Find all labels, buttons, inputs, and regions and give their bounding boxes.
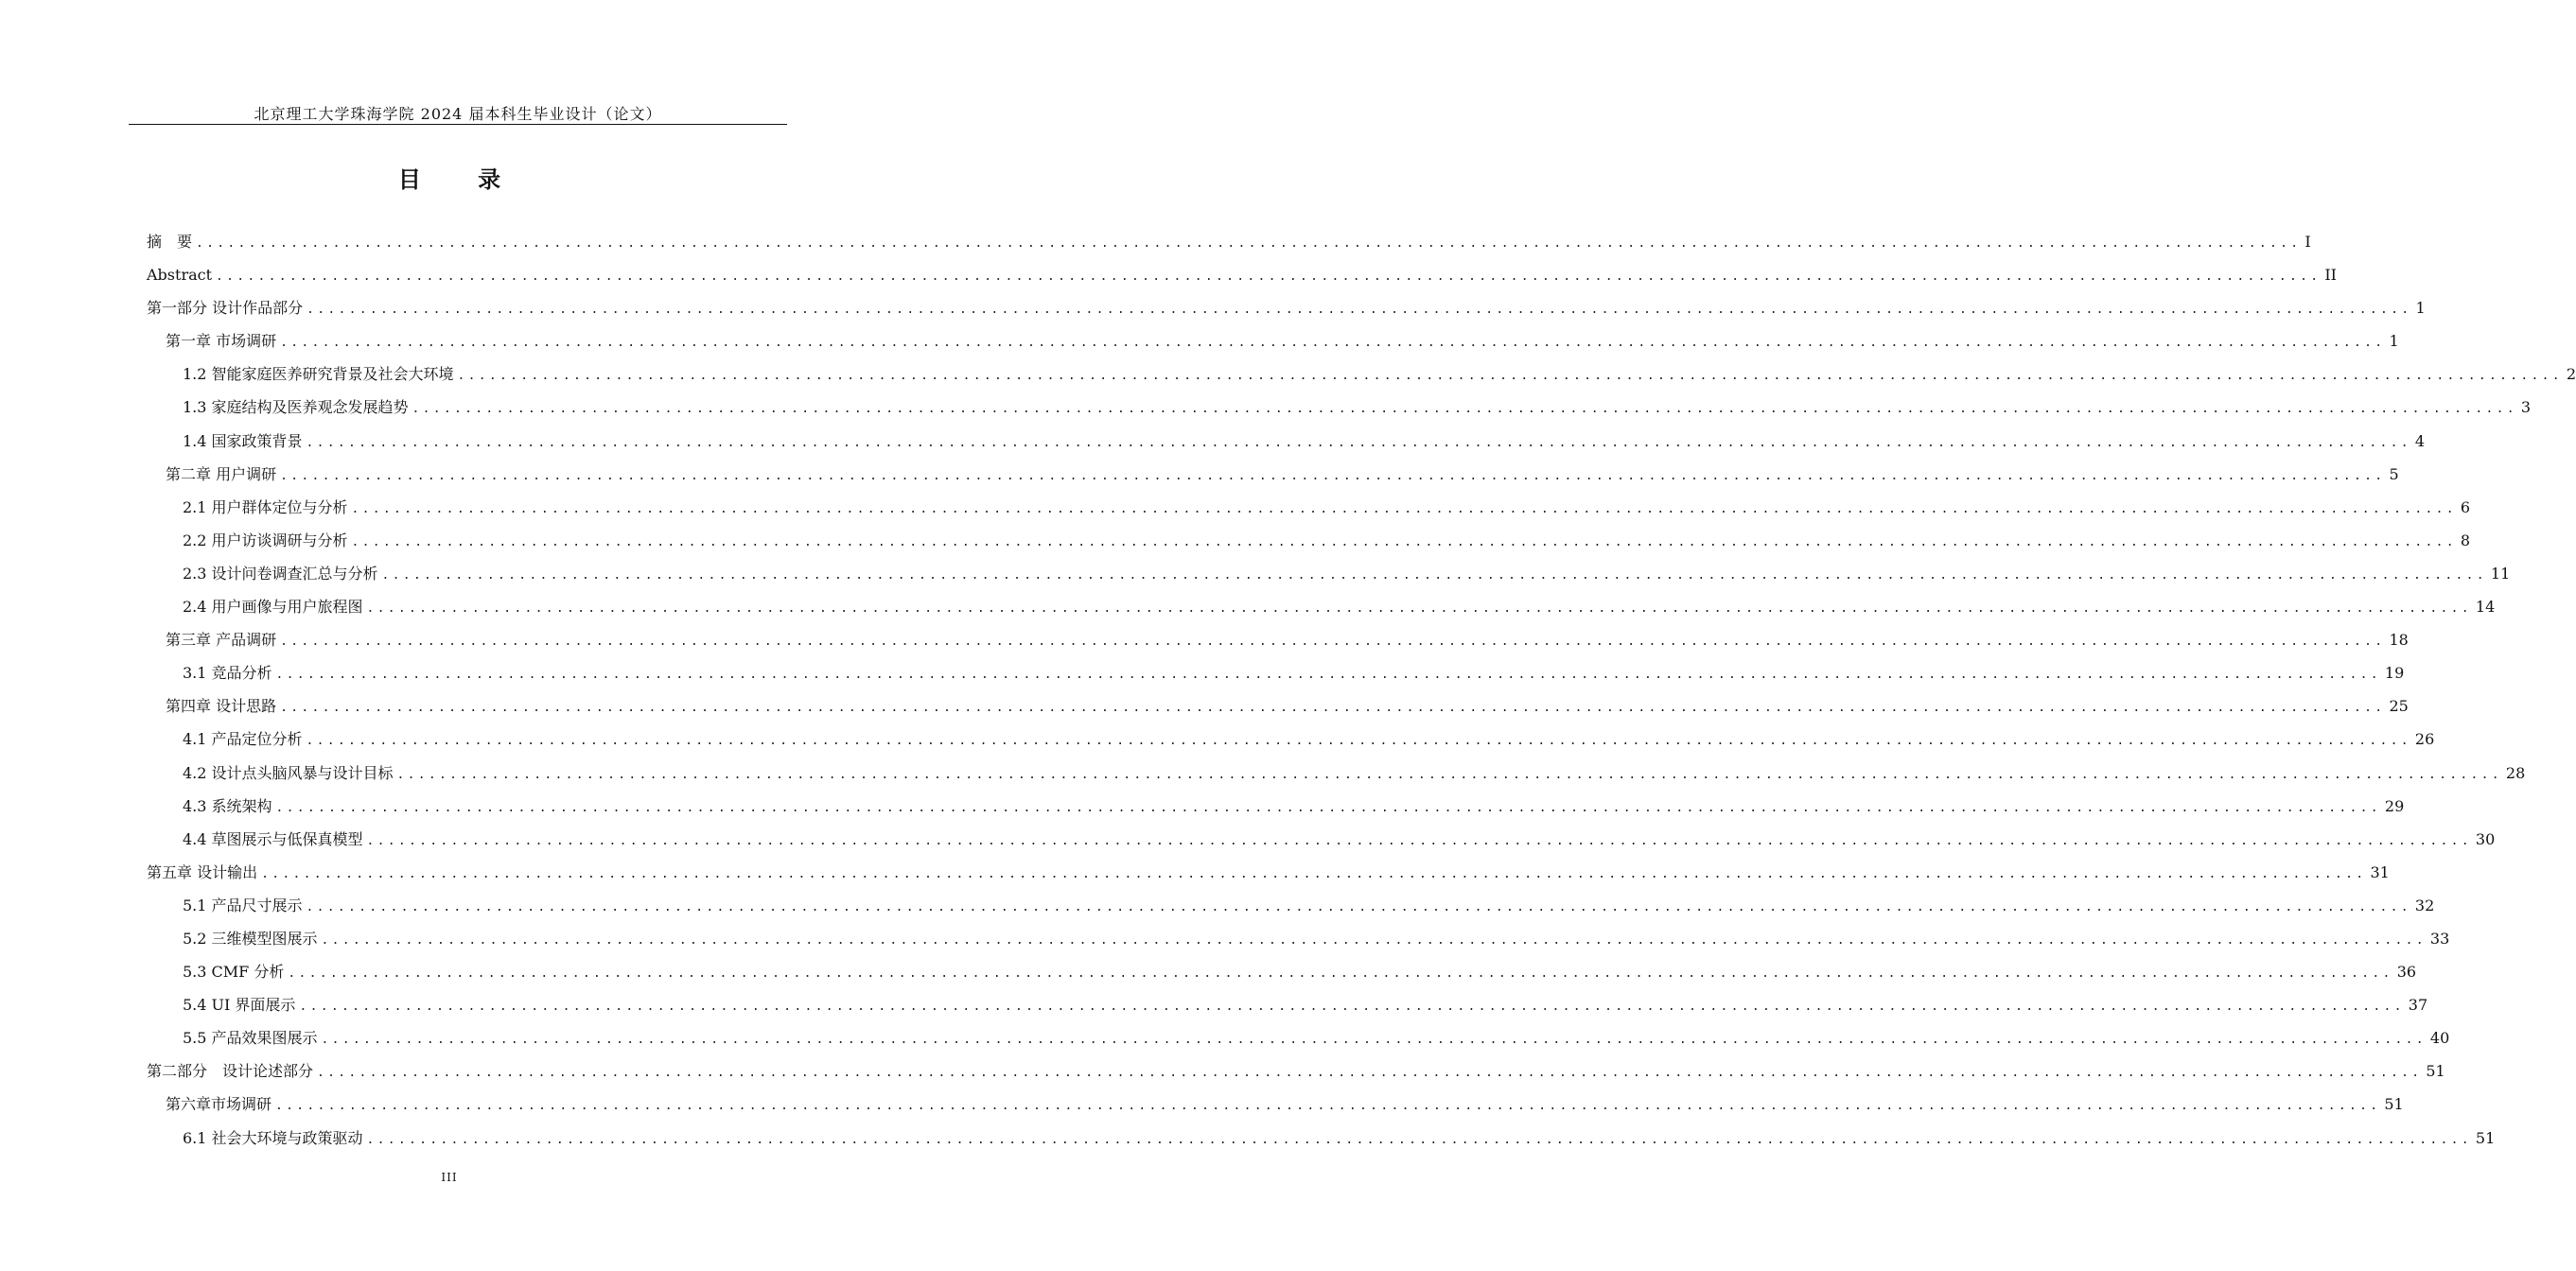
toc-entry-page: 4 (2414, 431, 2426, 450)
toc-entry-page: 1 (2415, 299, 2426, 318)
toc-entry-title: 1.3 家庭结构及医养观念发展趋势 (183, 398, 409, 417)
toc-entry-page: 6 (2460, 497, 2471, 516)
toc-entry[interactable] (147, 823, 2496, 856)
toc-entry-page: 2 (2566, 365, 2576, 384)
toc-entry-title: 第六章市场调研 (166, 1095, 272, 1114)
toc-entry-page: 8 (2460, 531, 2471, 549)
toc-entry-title: 5.5 产品效果图展示 (183, 1029, 318, 1048)
toc-leader-dots: ........................................................................................................................................................................................................ (317, 1066, 2423, 1081)
toc-leader-dots: ........................................................................................................................................................................................................ (366, 1132, 2472, 1147)
toc-entry-title: 第一部分 设计作品部分 (147, 299, 304, 318)
table-of-contents (147, 225, 2576, 1155)
toc-entry-title: 1.4 国家政策背景 (183, 431, 303, 450)
toc-entry-page: 14 (2475, 598, 2496, 617)
toc-entry-title: 3.1 竞品分析 (183, 664, 272, 683)
toc-leader-dots: ........................................................................................................................................................................................................ (307, 303, 2412, 318)
toc-entry-page: 18 (2389, 631, 2409, 650)
toc-leader-dots: ........................................................................................................................................................................................................ (321, 1033, 2427, 1048)
toc-leader-dots: ........................................................................................................................................................................................................ (351, 501, 2457, 516)
toc-entry[interactable] (147, 1088, 2404, 1121)
toc-leader-dots: ........................................................................................................................................................................................................ (381, 567, 2487, 583)
toc-entry-page: 28 (2505, 763, 2526, 782)
toc-leader-dots: ........................................................................................................................................................................................................ (196, 236, 2302, 251)
toc-entry[interactable] (147, 1054, 2445, 1088)
toc-entry-title: 4.4 草图展示与低保真模型 (183, 829, 363, 848)
toc-entry-title: 第四章 设计思路 (166, 697, 277, 716)
toc-leader-dots: ........................................................................................................................................................................................................ (366, 833, 2472, 848)
toc-leader-dots: ........................................................................................................................................................................................................ (321, 932, 2427, 948)
toc-entry-title: 5.1 产品尺寸展示 (183, 896, 303, 914)
toc-leader-dots: ........................................................................................................................................................................................................ (366, 601, 2472, 617)
toc-entry-page: 32 (2414, 896, 2435, 914)
toc-entry-page: 30 (2475, 829, 2496, 848)
toc-entry-title: 2.2 用户访谈调研与分析 (183, 531, 348, 549)
toc-entry[interactable] (147, 757, 2526, 790)
toc-entry-page: 40 (2429, 1029, 2450, 1048)
toc-leader-dots: ........................................................................................................................................................................................................ (412, 402, 2517, 417)
page-number: III (441, 1171, 458, 1184)
toc-entry-title: 5.2 三维模型图展示 (183, 929, 318, 948)
toc-leader-dots: ........................................................................................................................................................................................................ (396, 767, 2502, 782)
toc-entry-title: 第二章 用户调研 (166, 464, 277, 483)
page-title: 目 录 (397, 165, 526, 193)
toc-entry-title: 第五章 设计输出 (147, 862, 258, 881)
toc-entry-page: 5 (2389, 464, 2399, 483)
toc-entry-page: 36 (2396, 963, 2417, 982)
toc-entry-page: 25 (2389, 697, 2409, 716)
toc-entry[interactable] (147, 590, 2496, 623)
toc-leader-dots: ........................................................................................................................................................................................................ (288, 966, 2393, 982)
toc-leader-dots: ........................................................................................................................................................................................................ (275, 800, 2381, 815)
toc-entry-title: Abstract (147, 266, 213, 285)
toc-entry-title: 第一章 市场调研 (166, 332, 277, 351)
toc-entry[interactable] (147, 291, 2426, 324)
toc-entry[interactable] (147, 955, 2417, 988)
toc-entry-page: 51 (2426, 1062, 2445, 1081)
toc-leader-dots: ........................................................................................................................................................................................................ (306, 435, 2411, 450)
toc-entry-page: I (2304, 233, 2311, 251)
toc-entry-page: 31 (2370, 862, 2390, 881)
toc-entry-page: 33 (2429, 929, 2450, 948)
toc-entry-page: 51 (2475, 1128, 2496, 1147)
toc-entry-title: 4.1 产品定位分析 (183, 730, 303, 749)
toc-entry-page: 51 (2384, 1095, 2404, 1114)
toc-entry[interactable] (147, 1122, 2496, 1155)
toc-leader-dots: ........................................................................................................................................................................................................ (216, 270, 2322, 285)
toc-entry-title: 4.2 设计点头脑风暴与设计目标 (183, 763, 394, 782)
toc-entry-page: II (2324, 266, 2337, 285)
toc-entry-title: 1.2 智能家庭医养研究背景及社会大环境 (183, 365, 454, 384)
running-header: 北京理工大学珠海学院 2024 届本科生毕业设计（论文） (254, 105, 662, 123)
toc-entry[interactable] (147, 723, 2435, 756)
toc-leader-dots: ........................................................................................................................................................................................................ (275, 668, 2381, 683)
toc-entry-title: 摘 要 (147, 233, 193, 251)
toc-entry-page: 19 (2384, 664, 2405, 683)
toc-entry-title: 5.3 CMF 分析 (183, 963, 285, 982)
toc-entry-title: 6.1 社会大环境与政策驱动 (183, 1128, 363, 1147)
toc-entry[interactable] (147, 425, 2426, 458)
toc-entry[interactable] (147, 258, 2337, 291)
toc-entry[interactable] (147, 790, 2405, 823)
toc-entry-title: 2.4 用户画像与用户旅程图 (183, 598, 363, 617)
toc-entry[interactable] (147, 1021, 2450, 1054)
toc-entry[interactable] (147, 524, 2471, 557)
toc-leader-dots: ........................................................................................................................................................................................................ (280, 336, 2386, 351)
toc-entry-page: 1 (2389, 332, 2399, 351)
toc-entry-title: 第三章 产品调研 (166, 631, 277, 650)
toc-entry-page: 26 (2414, 730, 2435, 749)
toc-entry[interactable] (147, 324, 2399, 357)
toc-entry[interactable] (147, 357, 2576, 391)
toc-entry[interactable] (147, 458, 2399, 491)
header-divider (129, 124, 787, 125)
toc-entry-page: 11 (2490, 564, 2511, 583)
toc-leader-dots: ........................................................................................................................................................................................................ (306, 734, 2411, 749)
toc-leader-dots: ........................................................................................................................................................................................................ (280, 701, 2386, 716)
toc-entry-title: 第二部分 设计论述部分 (147, 1062, 314, 1081)
toc-entry[interactable] (147, 889, 2435, 922)
toc-entry[interactable] (147, 689, 2409, 723)
toc-entry-page: 29 (2384, 796, 2405, 815)
toc-entry-title: 4.3 系统架构 (183, 796, 272, 815)
toc-leader-dots: ........................................................................................................................................................................................................ (457, 369, 2563, 384)
toc-leader-dots: ........................................................................................................................................................................................................ (299, 1000, 2405, 1015)
toc-entry-title: 5.4 UI 界面展示 (183, 996, 296, 1015)
toc-leader-dots: ........................................................................................................................................................................................................ (351, 534, 2457, 549)
toc-entry-title: 2.1 用户群体定位与分析 (183, 497, 348, 516)
toc-entry-title: 2.3 设计问卷调查汇总与分析 (183, 564, 378, 583)
toc-leader-dots: ........................................................................................................................................................................................................ (261, 866, 2367, 881)
toc-entry[interactable] (147, 491, 2471, 524)
toc-entry[interactable] (147, 656, 2405, 689)
toc-entry[interactable] (147, 856, 2390, 889)
toc-entry-page: 3 (2520, 398, 2532, 417)
toc-entry[interactable] (147, 922, 2450, 955)
toc-entry-page: 37 (2408, 996, 2428, 1015)
toc-entry[interactable] (147, 988, 2428, 1021)
toc-leader-dots: ........................................................................................................................................................................................................ (280, 635, 2386, 650)
toc-entry[interactable] (147, 557, 2511, 590)
toc-entry[interactable] (147, 391, 2532, 424)
toc-leader-dots: ........................................................................................................................................................................................................ (280, 468, 2386, 483)
toc-leader-dots: ........................................................................................................................................................................................................ (275, 1099, 2381, 1114)
toc-entry[interactable] (147, 623, 2409, 656)
toc-entry[interactable] (147, 225, 2311, 258)
toc-leader-dots: ........................................................................................................................................................................................................ (306, 899, 2411, 914)
